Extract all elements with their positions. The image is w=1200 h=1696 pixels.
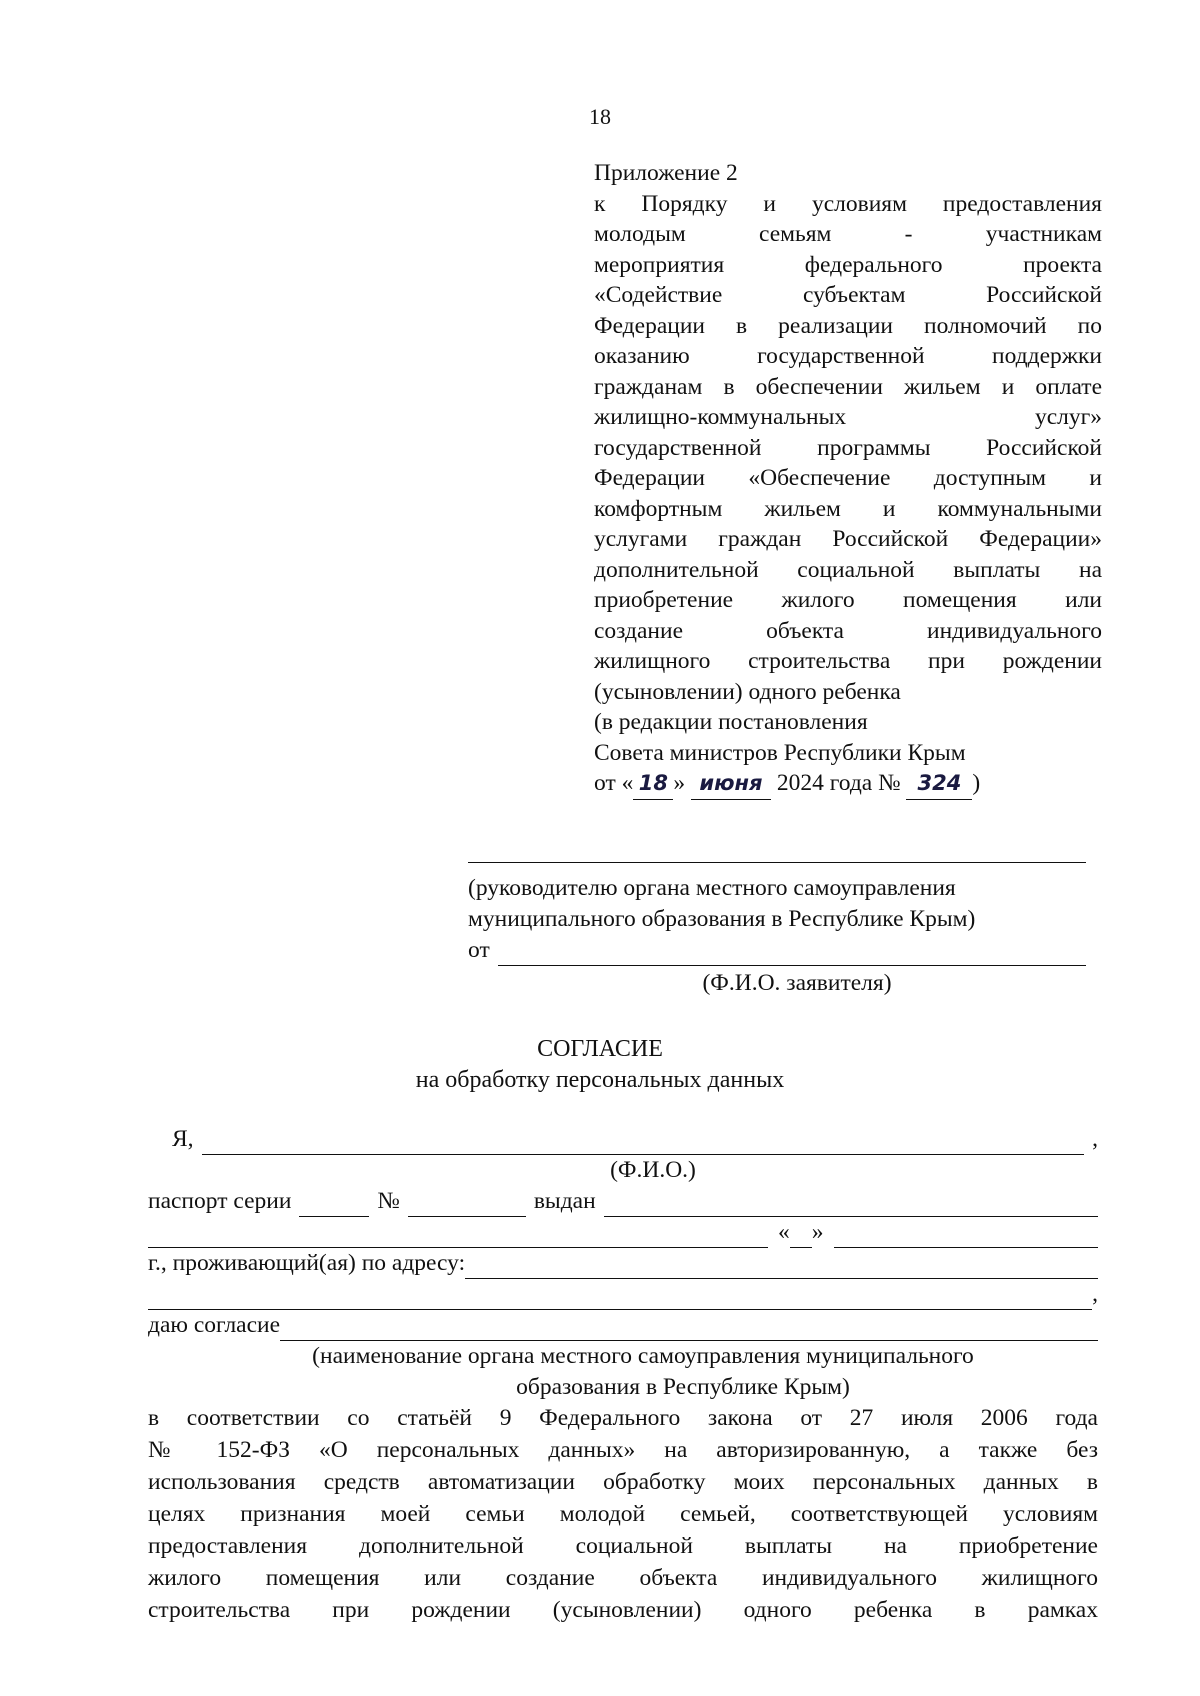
appendix-line: комфортным жильем и коммунальными [594,495,1102,522]
consent-form [148,1124,1098,1403]
organization-caption-2: образования в Республике Крым) [516,1374,850,1400]
addressee-caption-1: (руководителю органа местного самоуправления [468,875,956,901]
applicant-caption: (Ф.И.О. заявителя) [702,970,892,996]
from-label: от [468,937,490,963]
document-subtitle: на обработку персональных данных [415,1067,785,1093]
handwritten-number: 324 [906,768,972,800]
addressee-blank-line[interactable] [468,862,1086,863]
appendix-line: к Порядку и условиям предоставления [594,190,1102,217]
appendix-line: дополнительной социальной выплаты на [594,556,1102,583]
address-blank[interactable] [465,1258,1098,1279]
date-mid: » [673,770,686,796]
handwritten-month: июня [691,768,771,800]
body-line: использования средств автоматизации обработку моих персональных данных в [148,1469,1098,1495]
appendix-line: жилищного строительства при рождении [594,648,1102,674]
organization-blank[interactable] [280,1320,1098,1341]
body-line: предоставления дополнительной социальной выплаты на приобретение [148,1533,1098,1559]
appendix-header [594,158,1102,800]
issued-label: выдан [533,1188,596,1214]
appendix-line: «Содействие субъектам Российской [594,282,1102,308]
appendix-line: приобретение жилого помещения или [594,587,1102,613]
consent-label: даю согласие [148,1312,281,1338]
document-title: СОГЛАСИЕ [537,1036,663,1062]
applicant-name-blank[interactable] [498,943,1086,966]
date-prefix: от « [594,770,634,796]
applicant-row [468,935,1086,966]
organization-caption-1: (наименование органа местного самоуправления муниципального [312,1343,974,1369]
passport-label: паспорт серии [148,1188,292,1214]
appendix-line: (усыновлении) одного ребенка [594,678,901,705]
passport-row [148,1186,1098,1217]
ya-label: Я, [172,1126,194,1152]
address-continued-row [148,1279,1098,1310]
appendix-line: Федерации в реализации полномочий по [594,312,1102,339]
issued-date-row [148,1217,1098,1248]
address-label: г., проживающий(ая) по адресу: [148,1250,466,1276]
issued-by-continued-blank[interactable] [148,1227,768,1248]
appendix-line: оказанию государственной поддержки [594,343,1102,369]
address-continued-blank[interactable] [148,1289,1092,1310]
handwritten-day: 18 [633,768,673,800]
appendix-line: услугами граждан Российской Федерации» [594,526,1102,552]
page-number: 18 [589,104,611,129]
issued-by-blank[interactable] [604,1196,1098,1217]
address-end: , [1092,1281,1098,1307]
appendix-title: Приложение 2 [594,160,738,186]
passport-series-blank[interactable] [299,1196,369,1217]
appendix-line: Совета министров Республики Крым [594,739,966,766]
quote-open: « [778,1219,790,1245]
appendix-date-line [594,768,1102,800]
body-line: целях признания моей семьи молодой семьей, соответствующей условиям [148,1501,1098,1527]
issue-month-blank[interactable] [834,1227,1099,1248]
addressee-caption-2: муниципального образования в Республике Крым) [468,906,976,932]
issue-day-blank[interactable] [790,1227,812,1248]
appendix-line: создание объекта индивидуального [594,617,1102,644]
appendix-line: (в редакции постановления [594,709,868,735]
body-line: строительства при рождении (усыновлении) одного ребенка в рамках [148,1597,1098,1623]
fio-blank[interactable] [202,1134,1085,1155]
fio-row [148,1124,1098,1155]
fio-end: , [1092,1126,1098,1152]
appendix-line: мероприятия федерального проекта [594,251,1102,278]
appendix-line: государственной программы Российской [594,434,1102,461]
appendix-line: жилищно-коммунальных услуг» [594,404,1102,430]
appendix-line: молодым семьям - участникам [594,221,1102,247]
consent-row [148,1310,1098,1341]
quote-close: » [811,1219,824,1245]
appendix-line: гражданам в обеспечении жильем и оплате [594,373,1102,400]
date-suffix: ) [972,770,981,796]
number-label: № [377,1188,400,1214]
passport-number-blank[interactable] [408,1196,526,1217]
body-line: жилого помещения или создание объекта индивидуального жилищного [148,1565,1098,1591]
address-row [148,1248,1098,1279]
addressee-block [468,862,1086,999]
body-line: № 152-ФЗ «О персональных данных» на авторизированную, а также без [148,1437,1098,1463]
fio-caption: (Ф.И.О.) [610,1157,696,1183]
appendix-line: Федерации «Обеспечение доступным и [594,465,1102,491]
date-year: 2024 года № [776,770,901,796]
body-line: в соответствии со статьёй 9 Федерального закона от 27 июля 2006 года [148,1405,1098,1431]
consent-body [148,1402,1098,1626]
